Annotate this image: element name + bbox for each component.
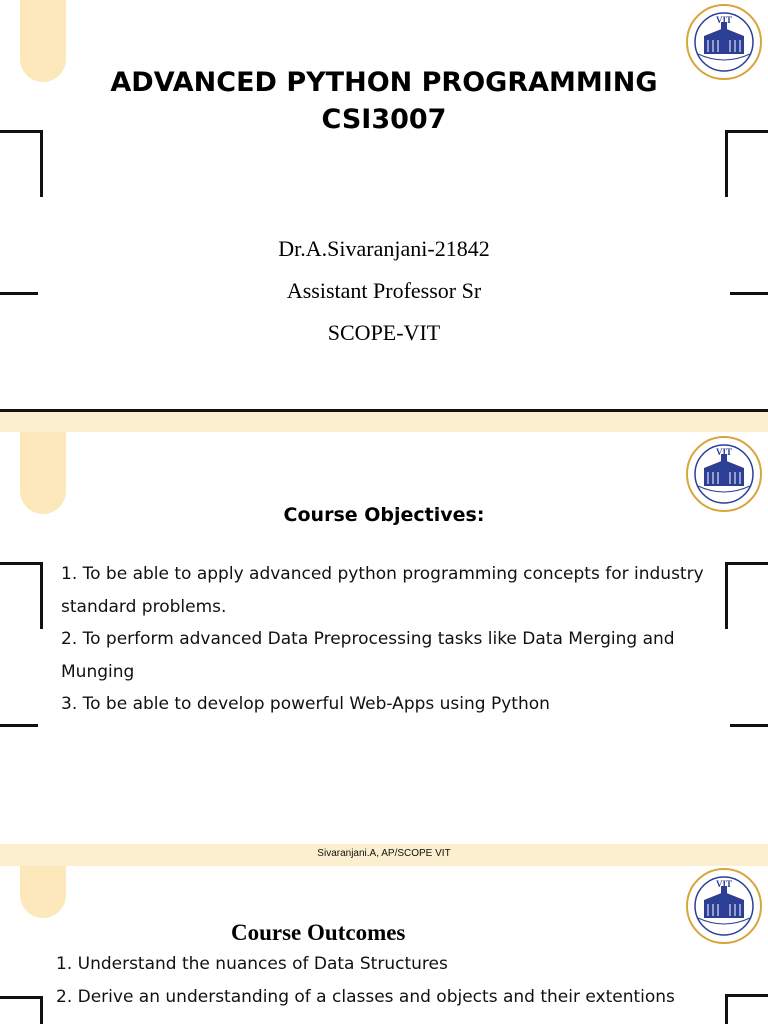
course-title [0,64,768,138]
list-item: 2. To perform advanced Data Preprocessing tasks like Data Merging and Munging [61,629,675,682]
decorative-bracket [725,994,768,1024]
objectives-list [61,558,711,721]
decorative-bracket [0,130,43,197]
decorative-line [0,724,38,727]
list-item: 2. Derive an understanding of a classes and objects and their extentions [56,987,675,1007]
decorative-bracket [725,562,768,629]
footer-text: Sivaranjani.A, AP/SCOPE VIT [317,848,451,859]
author-role: Assistant Professor Sr [286,278,482,303]
objectives-heading: Course Objectives: [283,504,485,526]
outcomes-heading: Course Outcomes [231,920,406,945]
decorative-tab [20,432,66,514]
outcomes-list [56,948,712,1014]
slide-gap [0,412,768,432]
decorative-bracket [725,130,768,197]
decorative-line [730,724,768,727]
logo-text: VIT [715,879,733,889]
course-code: CSI3007 [321,104,447,135]
decorative-tab [20,866,66,918]
list-item: 1. To be able to apply advanced python programming concepts for industry standard problems. [61,564,704,617]
decorative-bracket [0,562,43,629]
vit-logo [684,434,764,514]
decorative-line [730,292,768,295]
author-block [0,230,768,356]
list-item: 3. To be able to develop powerful Web-Apps using Python [61,694,550,714]
course-title-line: ADVANCED PYTHON PROGRAMMING [110,67,658,98]
decorative-line [0,292,38,295]
list-item: 1. Understand the nuances of Data Structures [56,954,448,974]
title-slide [0,0,768,410]
objectives-slide [0,432,768,844]
decorative-bracket [0,996,43,1024]
author-dept: SCOPE-VIT [327,320,441,345]
author-name: Dr.A.Sivaranjani-21842 [278,236,490,261]
outcomes-slide [0,866,768,1024]
logo-text: VIT [715,447,733,457]
logo-text: VIT [715,15,733,25]
vit-logo [684,866,764,946]
